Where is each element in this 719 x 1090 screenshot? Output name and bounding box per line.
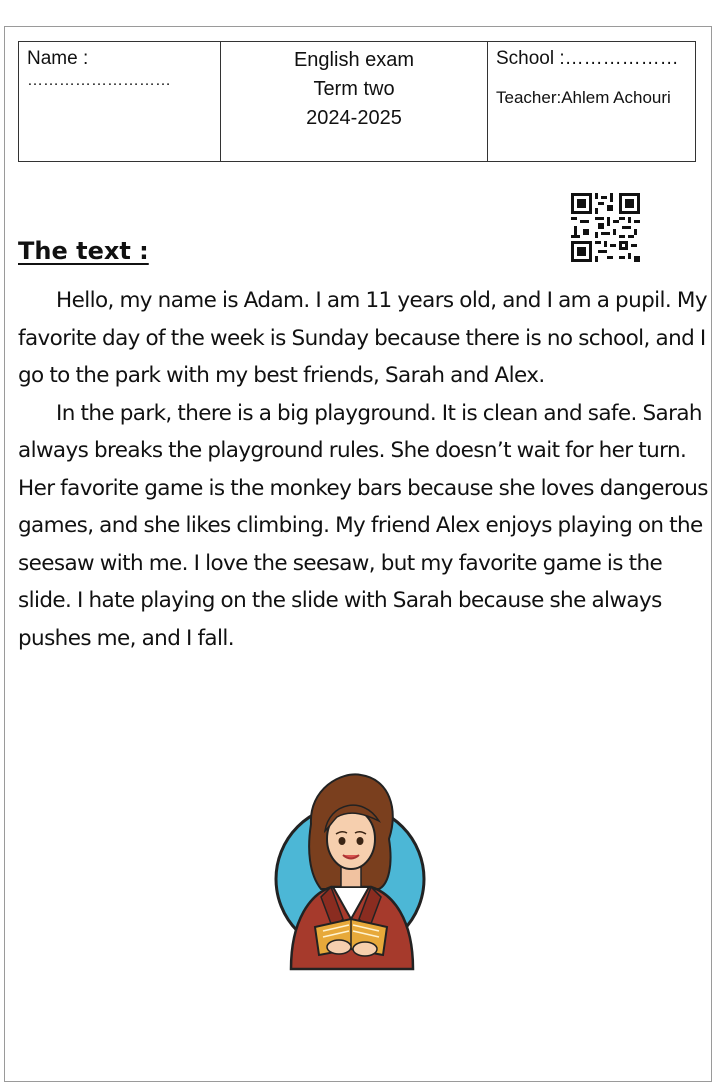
name-label: Name : — [27, 48, 89, 69]
qr-code-icon — [571, 193, 640, 262]
exam-info-cell — [221, 42, 488, 162]
name-blank: ……………………… — [27, 72, 171, 89]
exam-year: 2024-2025 — [306, 107, 402, 129]
section-title: The text : — [18, 237, 149, 265]
exam-header-table — [18, 41, 696, 162]
school-label: School :……………… — [496, 48, 679, 69]
school-cell — [488, 42, 696, 162]
paragraph-1: Hello, my name is Adam. I am 11 years old, and I am a pupil. My favorite day of the week is Sunday because there is no school, and I go to the park with my best friends, Sarah and Alex. — [18, 288, 707, 388]
teacher-illustration — [271, 769, 431, 979]
exam-title: English exam — [293, 49, 415, 71]
teacher-name: Teacher:Ahlem Achouri — [496, 88, 671, 107]
name-cell — [19, 42, 221, 162]
paragraph-2: In the park, there is a big playground. It is clean and safe. Sarah always breaks the playground rules. She doesn’t wait for her turn. Her favorite game is the monkey bars because she loves dangerous games, and she likes climbing. My friend Alex enjoys playing on the seesaw with me. I love the seesaw, but my favorite game is the slide. I hate playing on the slide with Sarah because she always pushes me, and I fall. — [18, 400, 708, 651]
exam-term: Term two — [313, 78, 395, 100]
reading-text — [18, 282, 708, 657]
